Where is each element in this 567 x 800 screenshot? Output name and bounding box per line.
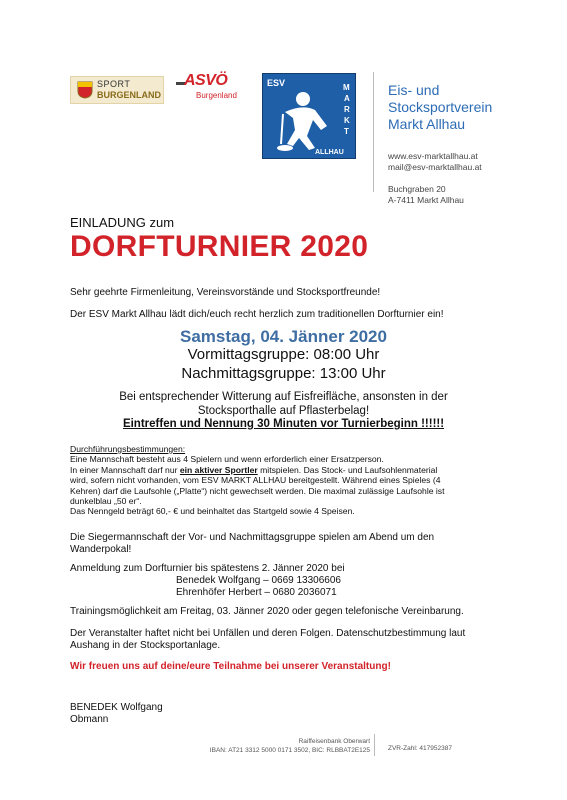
bank-name: Raiffeisenbank Oberwart	[298, 738, 370, 745]
rules-line-4: Kehren) darf die Laufsohle („Platte“) nicht gewechselt werden. Die maximal zulässige Laufsohle ist	[70, 485, 445, 496]
club-contact	[388, 151, 482, 173]
website-link[interactable]: www.esv-marktallhau.at	[388, 151, 478, 161]
bank-iban: IBAN: AT21 3312 5000 0171 3502, BIC: RLBBAT2E125	[209, 747, 370, 754]
rules-heading: Durchführungsbestimmungen:	[70, 444, 186, 454]
logo-burgenland-text: BURGENLAND	[97, 90, 161, 100]
club-name	[388, 82, 558, 133]
training-note: Trainingsmöglichkeit am Freitag, 03. Jänner 2020 oder gegen telefonische Vereinbarung.	[70, 606, 464, 617]
footer-bank	[180, 737, 370, 755]
asvo-logo	[176, 74, 250, 104]
street: Buchgraben 20	[388, 184, 446, 194]
svg-text:A: A	[344, 94, 350, 103]
signature	[70, 702, 163, 726]
registration-block	[70, 563, 510, 599]
logo-esv-text: ESV	[267, 78, 286, 88]
weather-note-2: Stocksporthalle auf Pflasterbelag!	[197, 405, 370, 417]
club-name-line-1: Eis- und	[388, 82, 440, 98]
rules-line-3: wird, sofern nicht vorhanden, vom ESV MARKT ALLHAU bereitgestellt. Während eines Spieles (4	[70, 475, 441, 486]
zvr-number: ZVR-Zahl: 417952387	[388, 745, 452, 752]
rules-line-2: In einer Mannschaft darf nur ein aktiver Sportler mitspielen. Das Stock- und Laufsohlenmaterial	[70, 464, 438, 475]
signature-name: BENEDEK Wolfgang	[70, 702, 163, 713]
weather-note-1: Bei entsprechender Witterung auf Eisfreifläche, ansonsten in der	[119, 391, 448, 403]
svg-text:R: R	[344, 105, 350, 114]
closing-line: Wir freuen uns auf deine/eure Teilnahme bei unserer Veranstaltung!	[70, 661, 391, 672]
rules-line-1: Eine Mannschaft besteht aus 4 Spielern und wenn erforderlich einer Ersatzperson.	[70, 454, 384, 465]
rules-block	[70, 444, 510, 517]
arrival-note: Eintreffen und Nennung 30 Minuten vor Turnierbeginn !!!!!!	[122, 418, 445, 430]
contact-ehrenhoefer: Ehrenhöfer Herbert – 0680 2036071	[176, 587, 337, 598]
email-link[interactable]: mail@esv-marktallhau.at	[388, 162, 482, 172]
city: A-7411 Markt Allhau	[388, 195, 464, 205]
svg-text:M: M	[343, 83, 350, 92]
club-name-line-3: Markt Allhau	[388, 116, 466, 132]
curler-icon	[263, 74, 355, 158]
evening-note: Die Siegermannschaft der Vor- und Nachmittagsgruppe spielen am Abend um den Wanderpokal!	[70, 532, 435, 555]
rules-line-6: Das Nenngeld beträgt 60,- € und beinhaltet das Startgeld sowie 4 Speisen.	[70, 506, 355, 517]
invitation-label: EINLADUNG zum	[70, 215, 175, 230]
footer-divider	[374, 734, 375, 756]
page-title: DORFTURNIER 2020	[70, 230, 369, 263]
club-name-line-2: Stocksportverein	[388, 99, 493, 115]
morning-group: Vormittagsgruppe: 08:00 Uhr	[187, 346, 380, 363]
club-address	[388, 184, 464, 206]
svg-text:K: K	[344, 116, 350, 125]
header-divider	[373, 72, 374, 192]
logo-asvo-text: ASVÖ	[184, 72, 228, 89]
signature-role: Obmann	[70, 714, 109, 725]
liability-note: Der Veranstalter haftet nicht bei Unfällen und deren Folgen. Datenschutzbestimmung laut Aushang in der Stocksportanlage.	[70, 628, 466, 651]
intro: Der ESV Markt Allhau lädt dich/euch recht herzlich zum traditionellen Dorfturnier ein!	[70, 309, 444, 320]
registration-text: Anmeldung zum Dorfturnier bis spätestens 2. Jänner 2020 bei	[70, 563, 345, 574]
event-date: Samstag, 04. Jänner 2020	[180, 327, 387, 346]
logo-allhau-text: ALLHAU	[315, 149, 344, 156]
logo-asvo-subtext: Burgenland	[196, 91, 237, 100]
active-athlete-emphasis: ein aktiver Sportler	[179, 464, 258, 475]
sport-burgenland-logo	[70, 76, 164, 104]
rules-line-5: dunkelblau „50 er“.	[70, 496, 142, 507]
burgenland-crest-icon	[77, 81, 93, 99]
esv-logo	[262, 73, 356, 159]
logo-sport-text: SPORT	[97, 79, 131, 89]
contact-benedek: Benedek Wolfgang – 0669 13306606	[176, 575, 341, 586]
afternoon-group: Nachmittagsgruppe: 13:00 Uhr	[181, 365, 386, 382]
greeting: Sehr geehrte Firmenleitung, Vereinsvorstände und Stocksportfreunde!	[70, 287, 381, 298]
svg-text:T: T	[344, 127, 349, 136]
